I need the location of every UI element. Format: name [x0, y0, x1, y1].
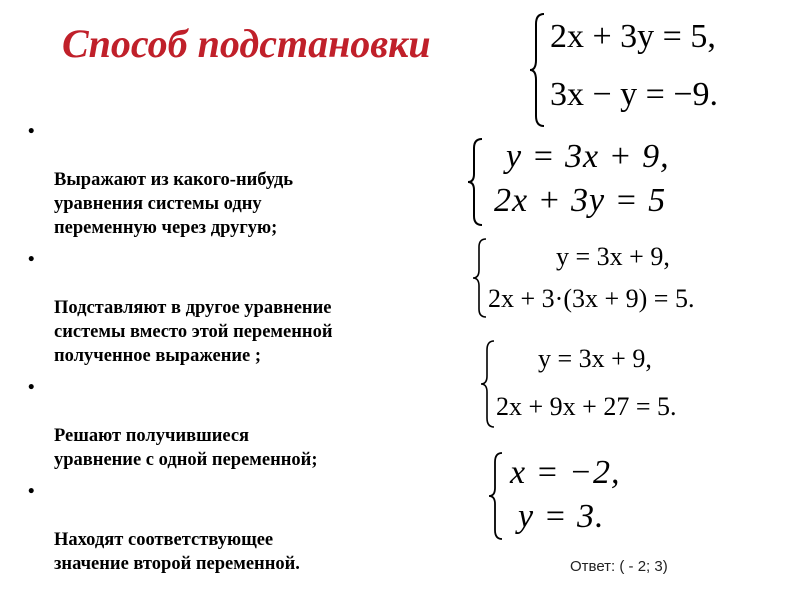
equation-system-simplified — [478, 338, 738, 430]
step-text: Выражают из какого-нибудь уравнения системы одну переменную через другую; — [54, 170, 294, 238]
steps-list — [28, 120, 468, 584]
step-text: Решают получившиеся уравнение с одной переменной; — [54, 426, 318, 470]
bullet-icon: • — [28, 122, 35, 142]
bullet-icon: • — [28, 482, 35, 502]
equation-line: y = 3x + 9, — [556, 242, 670, 271]
left-brace-icon — [478, 338, 498, 430]
list-item — [28, 376, 468, 472]
left-brace-icon — [470, 236, 490, 320]
page-title: Способ подстановки — [62, 21, 431, 66]
equation-line: y = 3x + 9, — [506, 138, 670, 175]
equation-line: 2x + 3y = 5 — [494, 182, 667, 219]
bullet-icon: • — [28, 250, 35, 270]
list-item — [28, 480, 468, 576]
step-text: Находят соответствующее значение второй переменной. — [54, 530, 300, 574]
bullet-icon: • — [28, 378, 35, 398]
answer-text: Ответ: ( - 2; 3) — [570, 558, 668, 575]
equation-line: 3x − y = −9. — [550, 76, 719, 113]
equation-line: x = −2, — [510, 454, 621, 491]
left-brace-icon — [486, 450, 506, 542]
equation-line: 2x + 3y = 5, — [550, 18, 716, 55]
equation-line: 2x + 3·(3x + 9) = 5. — [488, 284, 695, 313]
equation-system-solution — [486, 450, 686, 542]
list-item — [28, 120, 468, 240]
equation-system-original — [528, 10, 788, 130]
step-text: Подставляют в другое уравнение системы вместо этой переменной полученное выражение ; — [54, 298, 333, 366]
equation-line: 2x + 9x + 27 = 5. — [496, 392, 677, 421]
left-brace-icon — [466, 136, 486, 228]
equation-system-expressed — [466, 136, 766, 228]
equation-line: y = 3x + 9, — [538, 344, 652, 373]
left-brace-icon — [528, 10, 548, 130]
list-item — [28, 248, 468, 368]
equation-system-substituted — [470, 236, 790, 320]
equation-line: y = 3. — [518, 498, 605, 535]
